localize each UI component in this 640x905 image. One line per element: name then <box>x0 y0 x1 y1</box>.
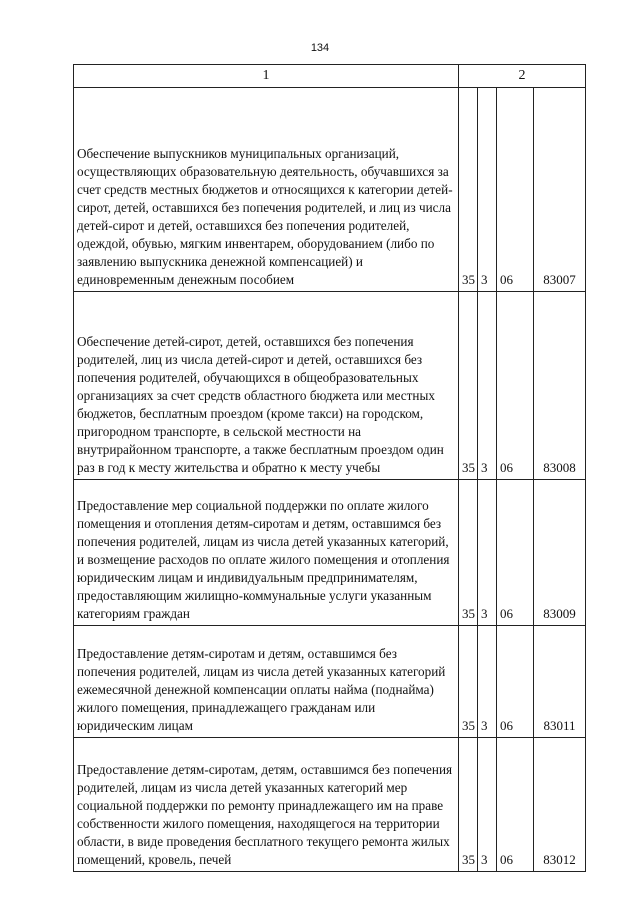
page-number: 134 <box>310 42 330 54</box>
code-program: 35 <box>459 88 478 292</box>
row-description: Предоставление детям-сиротам и детям, оставшимся без попечения родителей, лицам из числа детей указанных категорий ежемесячной денежной компенсации оплаты найма (поднайма) жилого помещения, принадлежащего гражданам или юридическим лицам <box>74 626 459 738</box>
row-description: Предоставление детям-сиротам, детям, оставшимся без попечения родителей, лицам из числа детей указанных категорий мер социальной поддержки по ремонту принадлежащего им на праве собственности жилого помещения, находящегося на территории области, в виде проведения бесплатного текущего ремонта жилых помещений, кровель, печей <box>74 738 459 872</box>
code-subprogram: 3 <box>478 480 497 626</box>
header-col-1: 1 <box>74 65 459 88</box>
table-row <box>74 88 586 292</box>
table-header-row <box>74 65 586 88</box>
code-direction: 83009 <box>534 480 586 626</box>
code-direction: 83008 <box>534 292 586 480</box>
code-main-event: 06 <box>497 738 534 872</box>
code-program: 35 <box>459 626 478 738</box>
code-main-event: 06 <box>497 480 534 626</box>
table-row <box>74 626 586 738</box>
code-subprogram: 3 <box>478 88 497 292</box>
table-row <box>74 480 586 626</box>
row-description: Предоставление мер социальной поддержки по оплате жилого помещения и отопления детям-сиротам и детям, оставшимся без попечения родителей, лицам из числа детей указанных категорий, и возмещение расходов по оплате жилого помещения и отопления юридическим лицам и индивидуальным предпринимателям, предоставляющим жилищно-коммунальные услуги указанным категориям граждан <box>74 480 459 626</box>
row-description: Обеспечение детей-сирот, детей, оставшихся без попечения родителей, лиц из числа детей-сирот и детей, оставшихся без попечения родителей, обучающихся в общеобразовательных организациях за счет средств областного бюджета или местных бюджетов, бесплатным проездом (кроме такси) на городском, пригородном транспорте, в сельской местности на внутрирайонном транспорте, а также бесплатным проездом один раз в год к месту жительства и обратно к месту учебы <box>74 292 459 480</box>
row-description: Обеспечение выпускников муниципальных организаций, осуществляющих образовательную деятельность, обучавшихся за счет средств местных бюджетов и относящихся к категории детей-сирот, детей, оставшихся без попечения родителей, и лиц из числа детей-сирот и детей, оставшихся без попечения родителей, одеждой, обувью, мягким инвентарем, оборудованием (либо по заявлению выпускника денежной компенсацией) и единовременным денежным пособием <box>74 88 459 292</box>
code-subprogram: 3 <box>478 292 497 480</box>
header-col-2: 2 <box>459 65 586 88</box>
code-main-event: 06 <box>497 626 534 738</box>
code-direction: 83011 <box>534 626 586 738</box>
code-direction: 83007 <box>534 88 586 292</box>
code-program: 35 <box>459 292 478 480</box>
code-subprogram: 3 <box>478 738 497 872</box>
code-program: 35 <box>459 480 478 626</box>
code-main-event: 06 <box>497 292 534 480</box>
budget-table <box>73 64 586 872</box>
code-main-event: 06 <box>497 88 534 292</box>
code-program: 35 <box>459 738 478 872</box>
table-row <box>74 738 586 872</box>
code-subprogram: 3 <box>478 626 497 738</box>
code-direction: 83012 <box>534 738 586 872</box>
table-row <box>74 292 586 480</box>
